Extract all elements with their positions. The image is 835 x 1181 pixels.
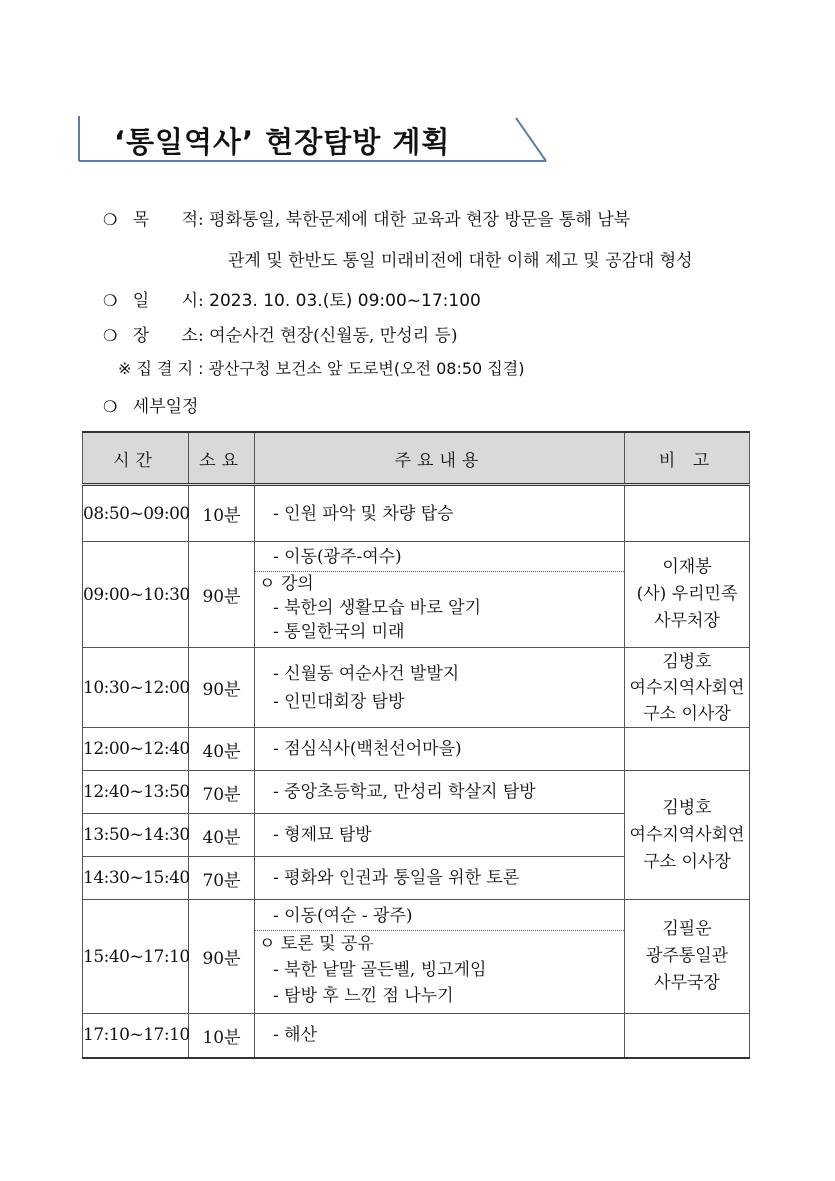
time-cell: 08:50~09:00	[83, 485, 189, 542]
purpose-line-2: 관계 및 한반도 통일 미래비전에 대한 이해 제고 및 공감대 형성	[228, 251, 693, 271]
purpose-label: 목 적:	[132, 210, 204, 230]
duration-cell: 10분	[189, 1014, 255, 1058]
bullet-icon: ❍	[103, 210, 118, 229]
content-line: - 신월동 여순사건 발발지	[273, 663, 460, 684]
content-cell	[255, 728, 625, 771]
content-line: - 형제묘 탐방	[273, 825, 372, 845]
content-cell	[255, 1014, 625, 1058]
note-line: 구소 이사장	[643, 703, 731, 724]
time-cell: 14:30~15:40	[83, 857, 189, 900]
purpose-value: 평화통일, 북한문제에 대한 교육과 현장 방문을 통해 남북	[209, 210, 631, 230]
time-cell: 15:40~17:10	[83, 900, 189, 1014]
note-cell	[625, 728, 750, 771]
note-cell	[625, 485, 750, 542]
content-line: - 해산	[273, 1025, 317, 1046]
note-cell	[625, 542, 750, 648]
note-line: 김필운	[662, 919, 712, 939]
note-line: 김병호	[662, 797, 712, 818]
note-line: 여수지역사회연	[629, 824, 745, 845]
place-label: 장 소:	[132, 326, 204, 346]
duration-cell: 40분	[189, 728, 255, 771]
note-line: 김병호	[662, 651, 712, 672]
table-row	[83, 1014, 750, 1058]
content-cell	[255, 771, 625, 814]
content-cell	[255, 900, 625, 1014]
content-line: ㅇ 강의	[259, 574, 314, 594]
table-row	[83, 728, 750, 771]
content-cell	[255, 542, 625, 648]
note-cell	[625, 648, 750, 728]
gathering-point: ※ 집 결 지 : 광산구청 보건소 앞 도로변(오전 08:50 집결)	[118, 359, 525, 378]
table-row	[83, 900, 750, 1014]
detail-schedule-heading	[103, 392, 198, 417]
content-line: - 북한의 생활모습 바로 알기	[273, 598, 482, 618]
content-line: - 인원 파악 및 차량 탑승	[273, 503, 454, 524]
time-cell: 09:00~10:30	[83, 542, 189, 648]
content-cell	[255, 857, 625, 900]
time-cell: 12:40~13:50	[83, 771, 189, 814]
table-row	[83, 542, 750, 648]
bullet-icon: ❍	[103, 326, 118, 345]
schedule-table	[82, 431, 750, 1059]
content-line: - 인민대회장 탐방	[273, 691, 405, 712]
note-cell	[625, 771, 750, 900]
note-line: 여수지역사회연	[629, 677, 745, 698]
content-cell	[255, 648, 625, 728]
note-cell	[625, 1014, 750, 1058]
content-line: ㅇ 토론 및 공유	[259, 934, 374, 954]
note-line: 사무국장	[654, 973, 720, 993]
page-title: ‘통일역사’ 현장탐방 계획	[114, 125, 451, 159]
note-line: 구소 이사장	[643, 851, 731, 872]
bullet-icon: ❍	[103, 291, 118, 310]
content-line: - 이동(여순 - 광주)	[255, 904, 624, 931]
date-line	[103, 286, 481, 311]
duration-cell: 70분	[189, 771, 255, 814]
content-cell	[255, 485, 625, 542]
duration-cell: 70분	[189, 857, 255, 900]
time-cell: 10:30~12:00	[83, 648, 189, 728]
content-line: - 중앙초등학교, 만성리 학살지 탐방	[273, 782, 536, 802]
table-header-row	[83, 432, 750, 485]
title-box	[78, 116, 548, 162]
duration-cell: 90분	[189, 542, 255, 648]
note-line: 광주통일관	[645, 946, 729, 966]
date-label: 일 시:	[132, 291, 204, 311]
content-line: - 통일한국의 미래	[273, 622, 405, 642]
header-content: 주요내용	[255, 432, 625, 485]
note-line: 사무처장	[654, 611, 720, 631]
place-line	[103, 321, 458, 346]
bullet-icon: ❍	[103, 397, 118, 416]
header-note: 비 고	[625, 432, 750, 485]
duration-cell: 40분	[189, 814, 255, 857]
header-duration: 소요	[189, 432, 255, 485]
table-row	[83, 648, 750, 728]
content-line: - 북한 낱말 골든벨, 빙고게임	[273, 960, 487, 980]
header-time: 시간	[83, 432, 189, 485]
content-line: - 평화와 인권과 통일을 위한 토론	[273, 868, 520, 888]
table-row	[83, 485, 750, 542]
duration-cell: 90분	[189, 900, 255, 1014]
table-row	[83, 771, 750, 814]
content-line: - 탐방 후 느낀 점 나누기	[273, 986, 454, 1006]
detail-label: 세부일정	[132, 397, 199, 417]
note-line: (사) 우리민족	[636, 584, 738, 604]
content-line: - 점심식사(백천선어마을)	[273, 739, 462, 759]
note-cell	[625, 900, 750, 1014]
duration-cell: 10분	[189, 485, 255, 542]
content-cell	[255, 814, 625, 857]
content-line: - 이동(광주-여수)	[255, 545, 624, 572]
time-cell: 17:10~17:10	[83, 1014, 189, 1058]
time-cell: 13:50~14:30	[83, 814, 189, 857]
duration-cell: 90분	[189, 648, 255, 728]
time-cell: 12:00~12:40	[83, 728, 189, 771]
place-value: 여순사건 현장(신월동, 만성리 등)	[209, 326, 458, 346]
date-value: 2023. 10. 03.(토) 09:00~17:100	[209, 291, 481, 311]
note-line: 이재봉	[662, 557, 712, 577]
purpose-line	[103, 205, 630, 230]
